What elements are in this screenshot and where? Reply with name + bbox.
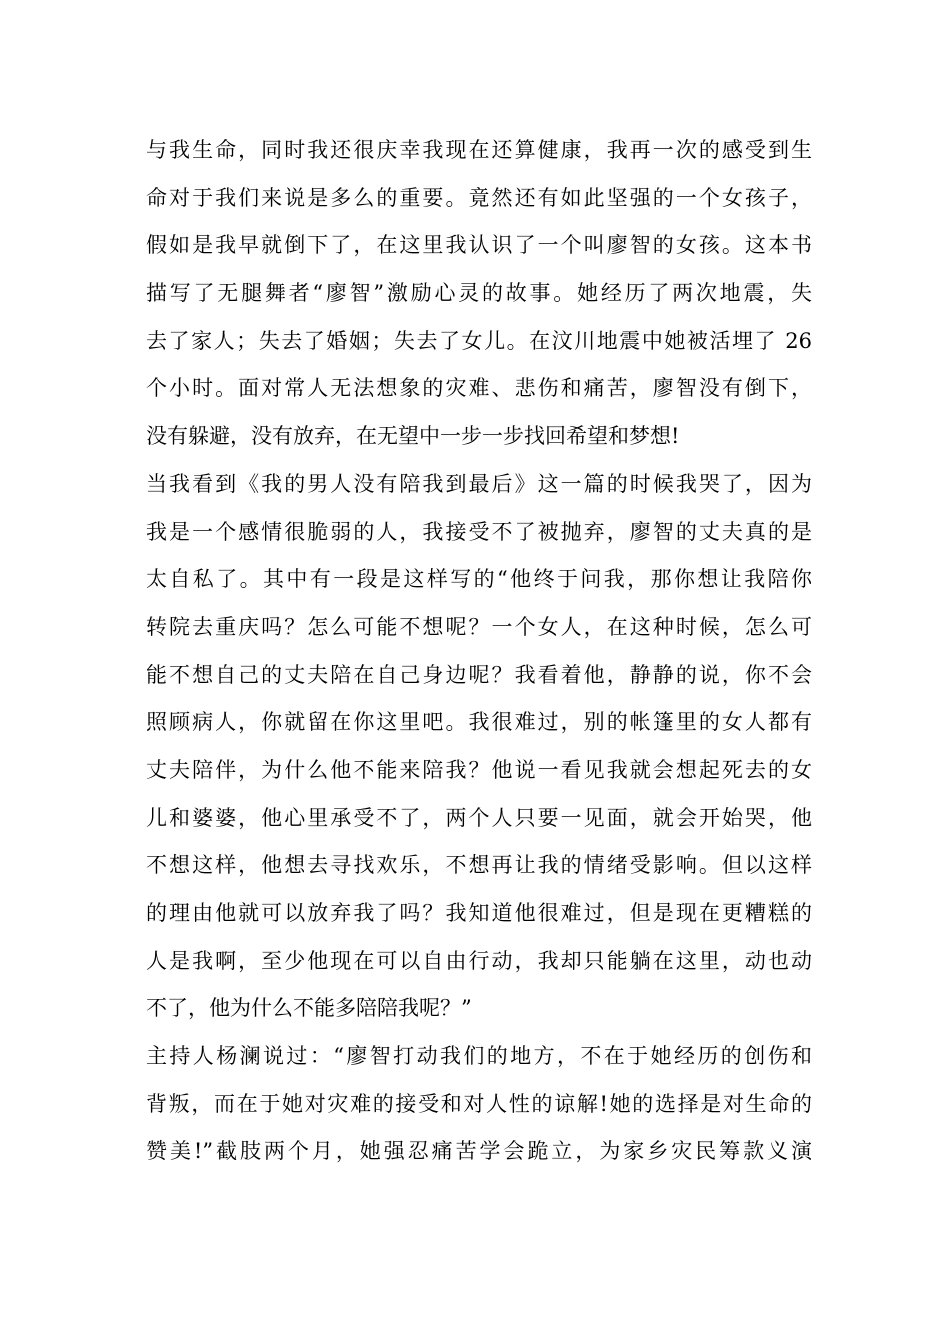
document-body — [146, 127, 812, 1176]
text-line: 转院去重庆吗？怎么可能不想呢？一个女人，在这种时候，怎么可 — [146, 614, 812, 639]
text-line: 太自私了。其中有一段是这样写的“他终于问我，那你想让我陪你 — [146, 567, 812, 592]
text-line: 照顾病人，你就留在你这里吧。我很难过，别的帐篷里的女人都有 — [146, 710, 812, 735]
text-line: 假如是我早就倒下了，在这里我认识了一个叫廖智的女孩。这本书 — [146, 233, 812, 258]
text-line: 与我生命，同时我还很庆幸我现在还算健康，我再一次的感受到生 — [146, 138, 812, 162]
text-line: 赞美!”截肢两个月，她强忍痛苦学会跪立，为家乡灾民筹款义演 — [146, 1139, 812, 1164]
text-line: 儿和婆婆，他心里承受不了，两个人只要一见面，就会开始哭，他 — [146, 805, 812, 830]
text-line: 人是我啊，至少他现在可以自由行动，我却只能躺在这里，动也动 — [146, 948, 812, 973]
text-line: 的理由他就可以放弃我了吗？我知道他很难过，但是现在更糟糕的 — [146, 901, 812, 925]
text-line: 去了家人；失去了婚姻；失去了女儿。在汶川地震中她被活埋了 26 — [146, 328, 812, 353]
text-line: 当我看到《我的男人没有陪我到最后》这一篇的时候我哭了，因为 — [146, 471, 812, 496]
text-line: 能不想自己的丈夫陪在自己身边呢？我看着他，静静的说，你不会 — [146, 662, 812, 687]
text-line: 不想这样，他想去寻找欢乐，不想再让我的情绪受影响。但以这样 — [146, 853, 812, 878]
text-line: 我是一个感情很脆弱的人，我接受不了被抛弃，廖智的丈夫真的是 — [146, 519, 812, 544]
paragraph — [146, 461, 812, 1033]
text-line: 个小时。面对常人无法想象的灾难、悲伤和痛苦，廖智没有倒下， — [146, 376, 812, 401]
text-line: 命对于我们来说是多么的重要。竟然还有如此坚强的一个女孩子， — [146, 185, 812, 210]
text-line: 丈夫陪伴，为什么他不能来陪我？他说一看见我就会想起死去的女 — [146, 757, 812, 782]
text-line: 描写了无腿舞者“廖智”激励心灵的故事。她经历了两次地震，失 — [146, 281, 812, 306]
text-line: 主持人杨澜说过：“廖智打动我们的地方，不在于她经历的创伤和 — [146, 1044, 812, 1069]
text-line: 没有躲避，没有放弃，在无望中一步一步找回希望和梦想! — [146, 424, 680, 449]
paragraph — [146, 1033, 812, 1176]
paragraph — [146, 127, 812, 461]
text-line: 背叛，而在于她对灾难的接受和对人性的谅解!她的选择是对生命的 — [146, 1091, 812, 1116]
text-line: 不了，他为什么不能多陪陪我呢？” — [146, 996, 472, 1021]
